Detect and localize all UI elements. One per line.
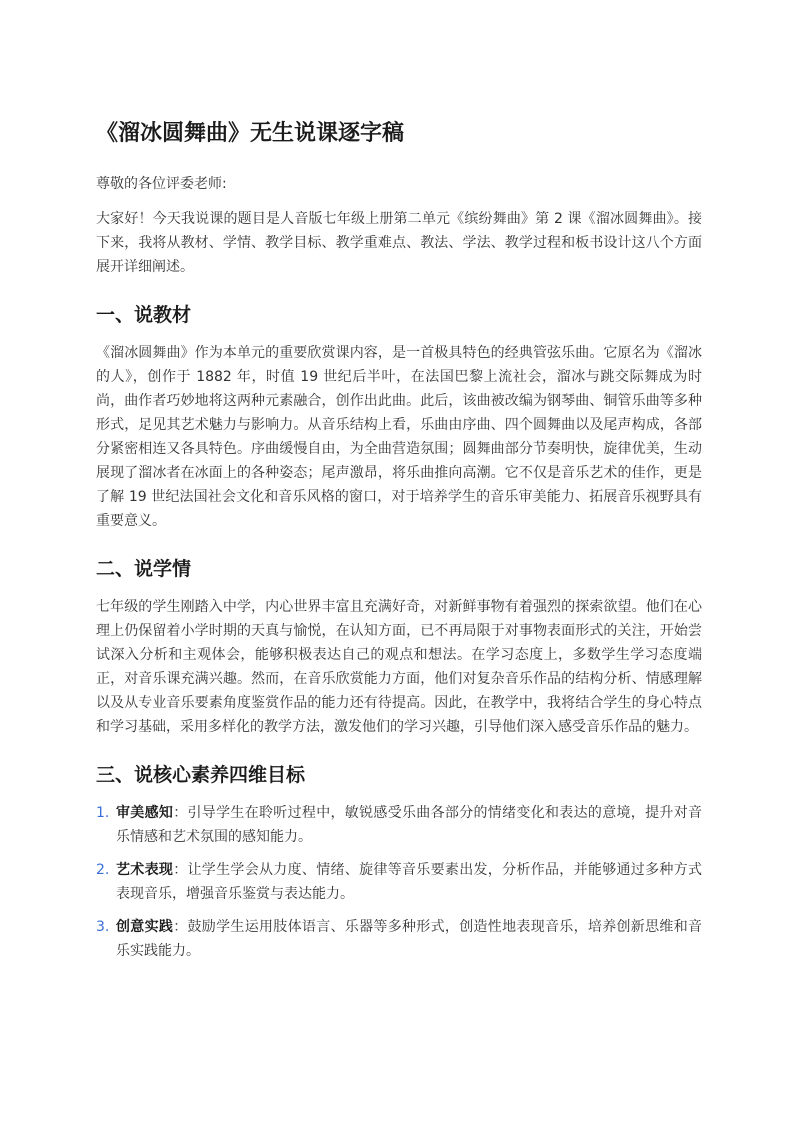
list-item xyxy=(96,915,702,963)
intro-paragraph: 大家好！今天我说课的题目是人音版七年级上册第二单元《缤纷舞曲》第 2 课《溜冰圆舞曲》。接下来，我将从教材、学情、教学目标、教学重难点、教法、学法、教学过程和板书设计这八个方面展开详细阐述。 xyxy=(96,211,702,275)
document-page xyxy=(96,118,702,972)
list-item xyxy=(96,858,702,906)
goal-term: 创意实践 xyxy=(116,919,174,935)
list-number: 2. xyxy=(96,862,110,878)
list-item xyxy=(96,801,702,849)
objectives-list xyxy=(96,801,702,963)
section-heading-textbook: 一、说教材 xyxy=(96,304,192,326)
goal-term: 艺术表现 xyxy=(116,862,174,878)
list-number: 3. xyxy=(96,919,110,935)
goal-text: ：让学生学会从力度、情绪、旋律等音乐要素出发，分析作品，并能够通过多种方式表现音乐，增强音乐鉴赏与表达能力。 xyxy=(116,862,703,902)
goal-text: ：引导学生在聆听过程中，敏锐感受乐曲各部分的情绪变化和表达的意境，提升对音乐情感和艺术氛围的感知能力。 xyxy=(116,805,703,845)
section-body-textbook: 《溜冰圆舞曲》作为本单元的重要欣赏课内容，是一首极具特色的经典管弦乐曲。它原名为《溜冰的人》，创作于 1882 年，时值 19 世纪后半叶，在法国巴黎上流社会，溜冰与跳交际舞成为时尚，曲作者巧妙地将这两种元素融合，创作出此曲。此后，该曲被改编为钢琴曲、铜管乐曲等多种形式，足见其艺术魅力与影响力。从音乐结构上看，乐曲由序曲、四个圆舞曲以及尾声构成，各部分紧密相连又各具特色。序曲缓慢自由，为全曲营造氛围；圆舞曲部分节奏明快，旋律优美，生动展现了溜冰者在冰面上的各种姿态；尾声激昂，将乐曲推向高潮。它不仅是音乐艺术的佳作，更是了解 19 世纪法国社会文化和音乐风格的窗口，对于培养学生的音乐审美能力、拓展音乐视野具有重要意义。 xyxy=(96,345,702,529)
goal-text: ：鼓励学生运用肢体语言、乐器等多种形式，创造性地表现音乐，培养创新思维和音乐实践能力。 xyxy=(116,919,703,959)
goal-term: 审美感知 xyxy=(116,805,174,821)
section-body-students: 七年级的学生刚踏入中学，内心世界丰富且充满好奇，对新鲜事物有着强烈的探索欲望。他们在心理上仍保留着小学时期的天真与愉悦，在认知方面，已不再局限于对事物表面形式的关注，开始尝试深入分析和主观体会，能够积极表达自己的观点和想法。在学习态度上，多数学生学习态度端正，对音乐课充满兴趣。然而，在音乐欣赏能力方面，他们对复杂音乐作品的结构分析、情感理解以及从专业音乐要素角度鉴赏作品的能力还有待提高。因此，在教学中，我将结合学生的身心特点和学习基础，采用多样化的教学方法，激发他们的学习兴趣，引导他们深入感受音乐作品的魅力。 xyxy=(96,599,702,735)
document-title: 《溜冰圆舞曲》无生说课逐字稿 xyxy=(96,121,405,146)
list-number: 1. xyxy=(96,805,110,821)
section-heading-students: 二、说学情 xyxy=(96,558,192,580)
salutation: 尊敬的各位评委老师: xyxy=(96,176,227,192)
section-heading-objectives: 三、说核心素养四维目标 xyxy=(96,764,306,786)
